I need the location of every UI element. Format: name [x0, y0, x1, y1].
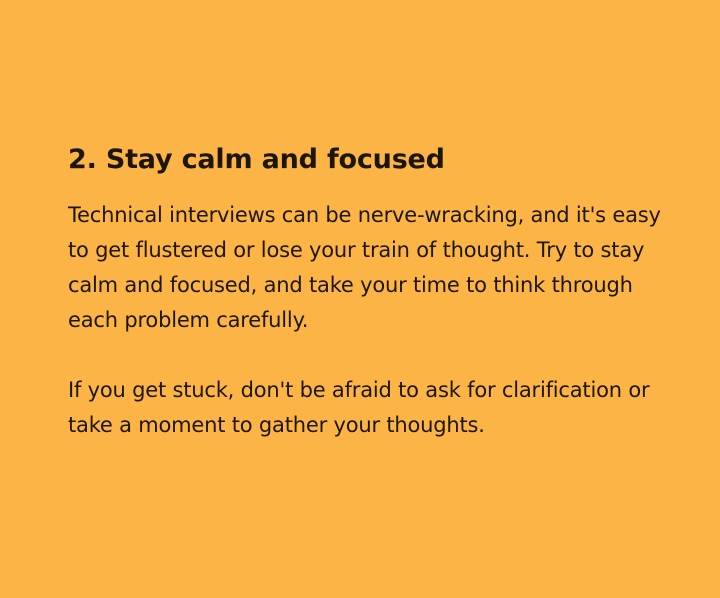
section-title: 2. Stay calm and focused [68, 144, 445, 175]
body-paragraph-2: If you get stuck, don't be afraid to ask for clarification or take a moment to gather your thoughts. [68, 378, 650, 437]
body-paragraph-1: Technical interviews can be nerve-wracking, and it's easy to get flustered or lose your train of thought. Try to stay calm and focused, and take your time to think through each problem carefully. [68, 203, 661, 332]
